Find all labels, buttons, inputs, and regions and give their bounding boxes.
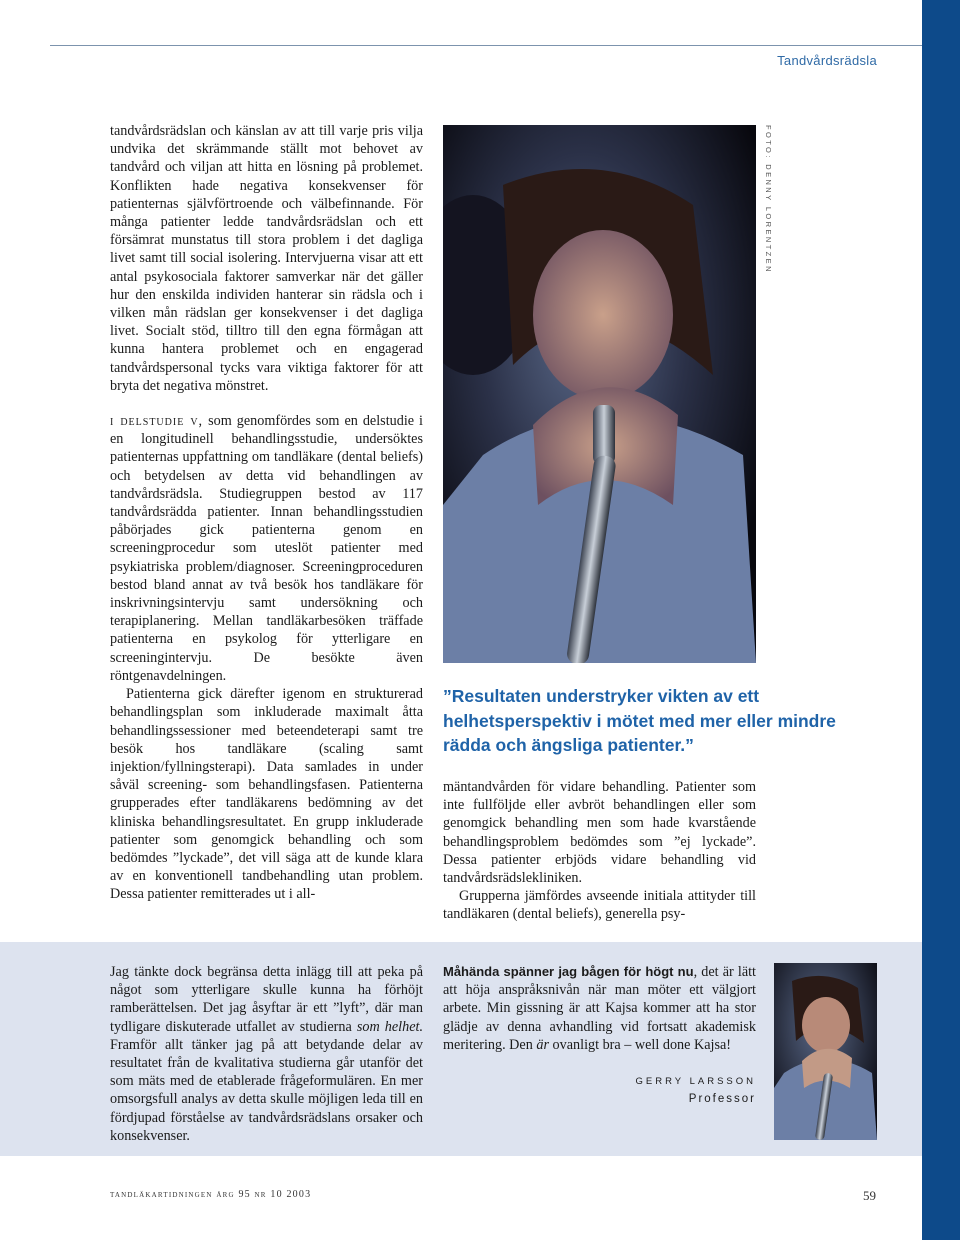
article-right-column [443, 778, 756, 924]
comment-text: Framför allt tänker jag på att betydande delar av resultatet från de kvalitativa studierna går utanför det som mäts med de etablerade frågeformulären. En mer omsorgsfull analys av detta skulle möjligen leda till en fördjupad förståelse av tandvårdsrädslans orsaker och konsekvenser. [110, 1036, 423, 1144]
author-name: GERRY LARSSON [635, 1076, 756, 1087]
photo-woman-covering-face [443, 125, 756, 663]
comment-text: , det är lätt att höja anspråksnivån när man möter ett välgjort arbete. Min gissning är att Kajsa kommer att ha stor glädje av denna avhandling vid fortsatt akademisk meritering. Den [443, 964, 756, 1053]
comment-text: Jag tänkte dock begränsa detta inlägg till att peka på något som ytterligare skulle kunna ha förhöjt ramberättelsen. Det jag åsyftar är ett ”lyft”, där man tydligare diskuterade utfallet av studierna [110, 964, 423, 1035]
thumbnail-woman-covering-face [774, 963, 877, 1140]
pull-quote: ”Resultaten understryker vikten av ett helhetsperspektiv i mötet med mer eller mindre rädda och ängsliga patienter.” [443, 686, 836, 755]
author-title: Professor [688, 1093, 756, 1105]
body-paragraph: mäntandvården för vidare behandling. Patienter som inte fullföljde eller avbröt behandlingen eller som genomgick behandling men som hade kvarstående behandlingsproblem bedömdes som ”ej lyckade”. Dessa patienter erbjöds vidare behandling vid tandvårdsrädslekliniken. [443, 779, 756, 887]
footer-journal: tandläkartidningen årg 95 nr 10 2003 [110, 1189, 312, 1200]
smallcaps-lead: i delstudie v, [110, 413, 204, 430]
photo-credit: FOTO: DENNY LORENTZEN [764, 125, 773, 274]
side-color-bar [922, 0, 960, 1240]
article-left-column [110, 122, 423, 904]
page-number: 59 [863, 1188, 876, 1203]
comment-left-column [110, 963, 423, 1145]
body-paragraph: Grupperna jämfördes avseende initiala attityder till tandläkaren (dental beliefs), generella psy- [443, 888, 756, 923]
comment-right-column [443, 963, 756, 1054]
section-label: Tandvårdsrädsla [777, 53, 877, 68]
body-paragraph-text: som genomfördes som en delstudie i en longitudinell behandlingsstudie, undersöktes patienternas uppfattning om tandläkare (dental beliefs) och betydelsen av detta vid behandlingen av tandvårdsrädsla. Studiegruppen bestod av 117 tandvårdsrädda patienter. Innan behandlingsstudien påbörjades gick patienterna genom en screeningprocedur som uteslöt patienter med psykiatriska problem/diagnoser. Screeningproceduren bestod bland annat av två besök hos tandläkare för inskrivningsintervju samt undersökning och terapiplanering. Mellan tandläkarbesöken träffade patienterna en psykolog för ytterligare en screeningintervju. De besökte även röntgenavdelningen. [110, 413, 423, 684]
header-rule [50, 45, 922, 46]
comment-emphasis: som helhet. [356, 1018, 423, 1035]
body-paragraph: tandvårdsrädslan och känslan av att till varje pris vilja undvika det skrämmande ställt mot behovet av tandvård och viljan att hitta en lösning på problemet. Konflikten hade negativa konsekvenser för patienternas självförtroende och välbefinnande. För många patienter ledde tandvårdsrädslan och ett försämrat munstatus till stora problem i det dagliga livet samt till social isolering. Intervjuerna visar att ett antal psykosociala faktorer samverkar när det gäller hur den enskilda individen hanterar sin rädsla och i vilken mån rädslan ger konsekvenser i det dagliga livet. Socialt stöd, tilltro till den egna förmågan att kunna hantera problemet och en engagerad tandvårdspersonal tycks vara viktiga faktorer för att bryta det negativa mönstret. [110, 123, 423, 394]
comment-emphasis: är [536, 1036, 549, 1053]
article-photo [443, 125, 756, 663]
comment-lead: Måhända spänner jag bågen för högt nu [443, 964, 694, 979]
comment-thumbnail-photo [774, 963, 877, 1140]
body-paragraph [110, 412, 423, 685]
body-paragraph: Patienterna gick därefter igenom en strukturerad behandlingsplan som inkluderade maximalt åtta behandlingssessioner med beteendeterapi samt tre besök hos tandläkare (scaling samt injektion/fyllningsterapi). Data samlades in under såväl screening- som behandlingsfasen. Patienterna grupperades efter tandläkarens bedömning av det kliniska behandlingsresultatet. En grupp inkluderade patienter som genomgick behandling och som bedömdes ”lyckade”, det vill säga att de kunde klara av en konventionell tandbehandling utan problem. Dessa patienter remitterades ut i all- [110, 686, 423, 903]
comment-text: ovanligt bra – well done Kajsa! [549, 1036, 732, 1053]
